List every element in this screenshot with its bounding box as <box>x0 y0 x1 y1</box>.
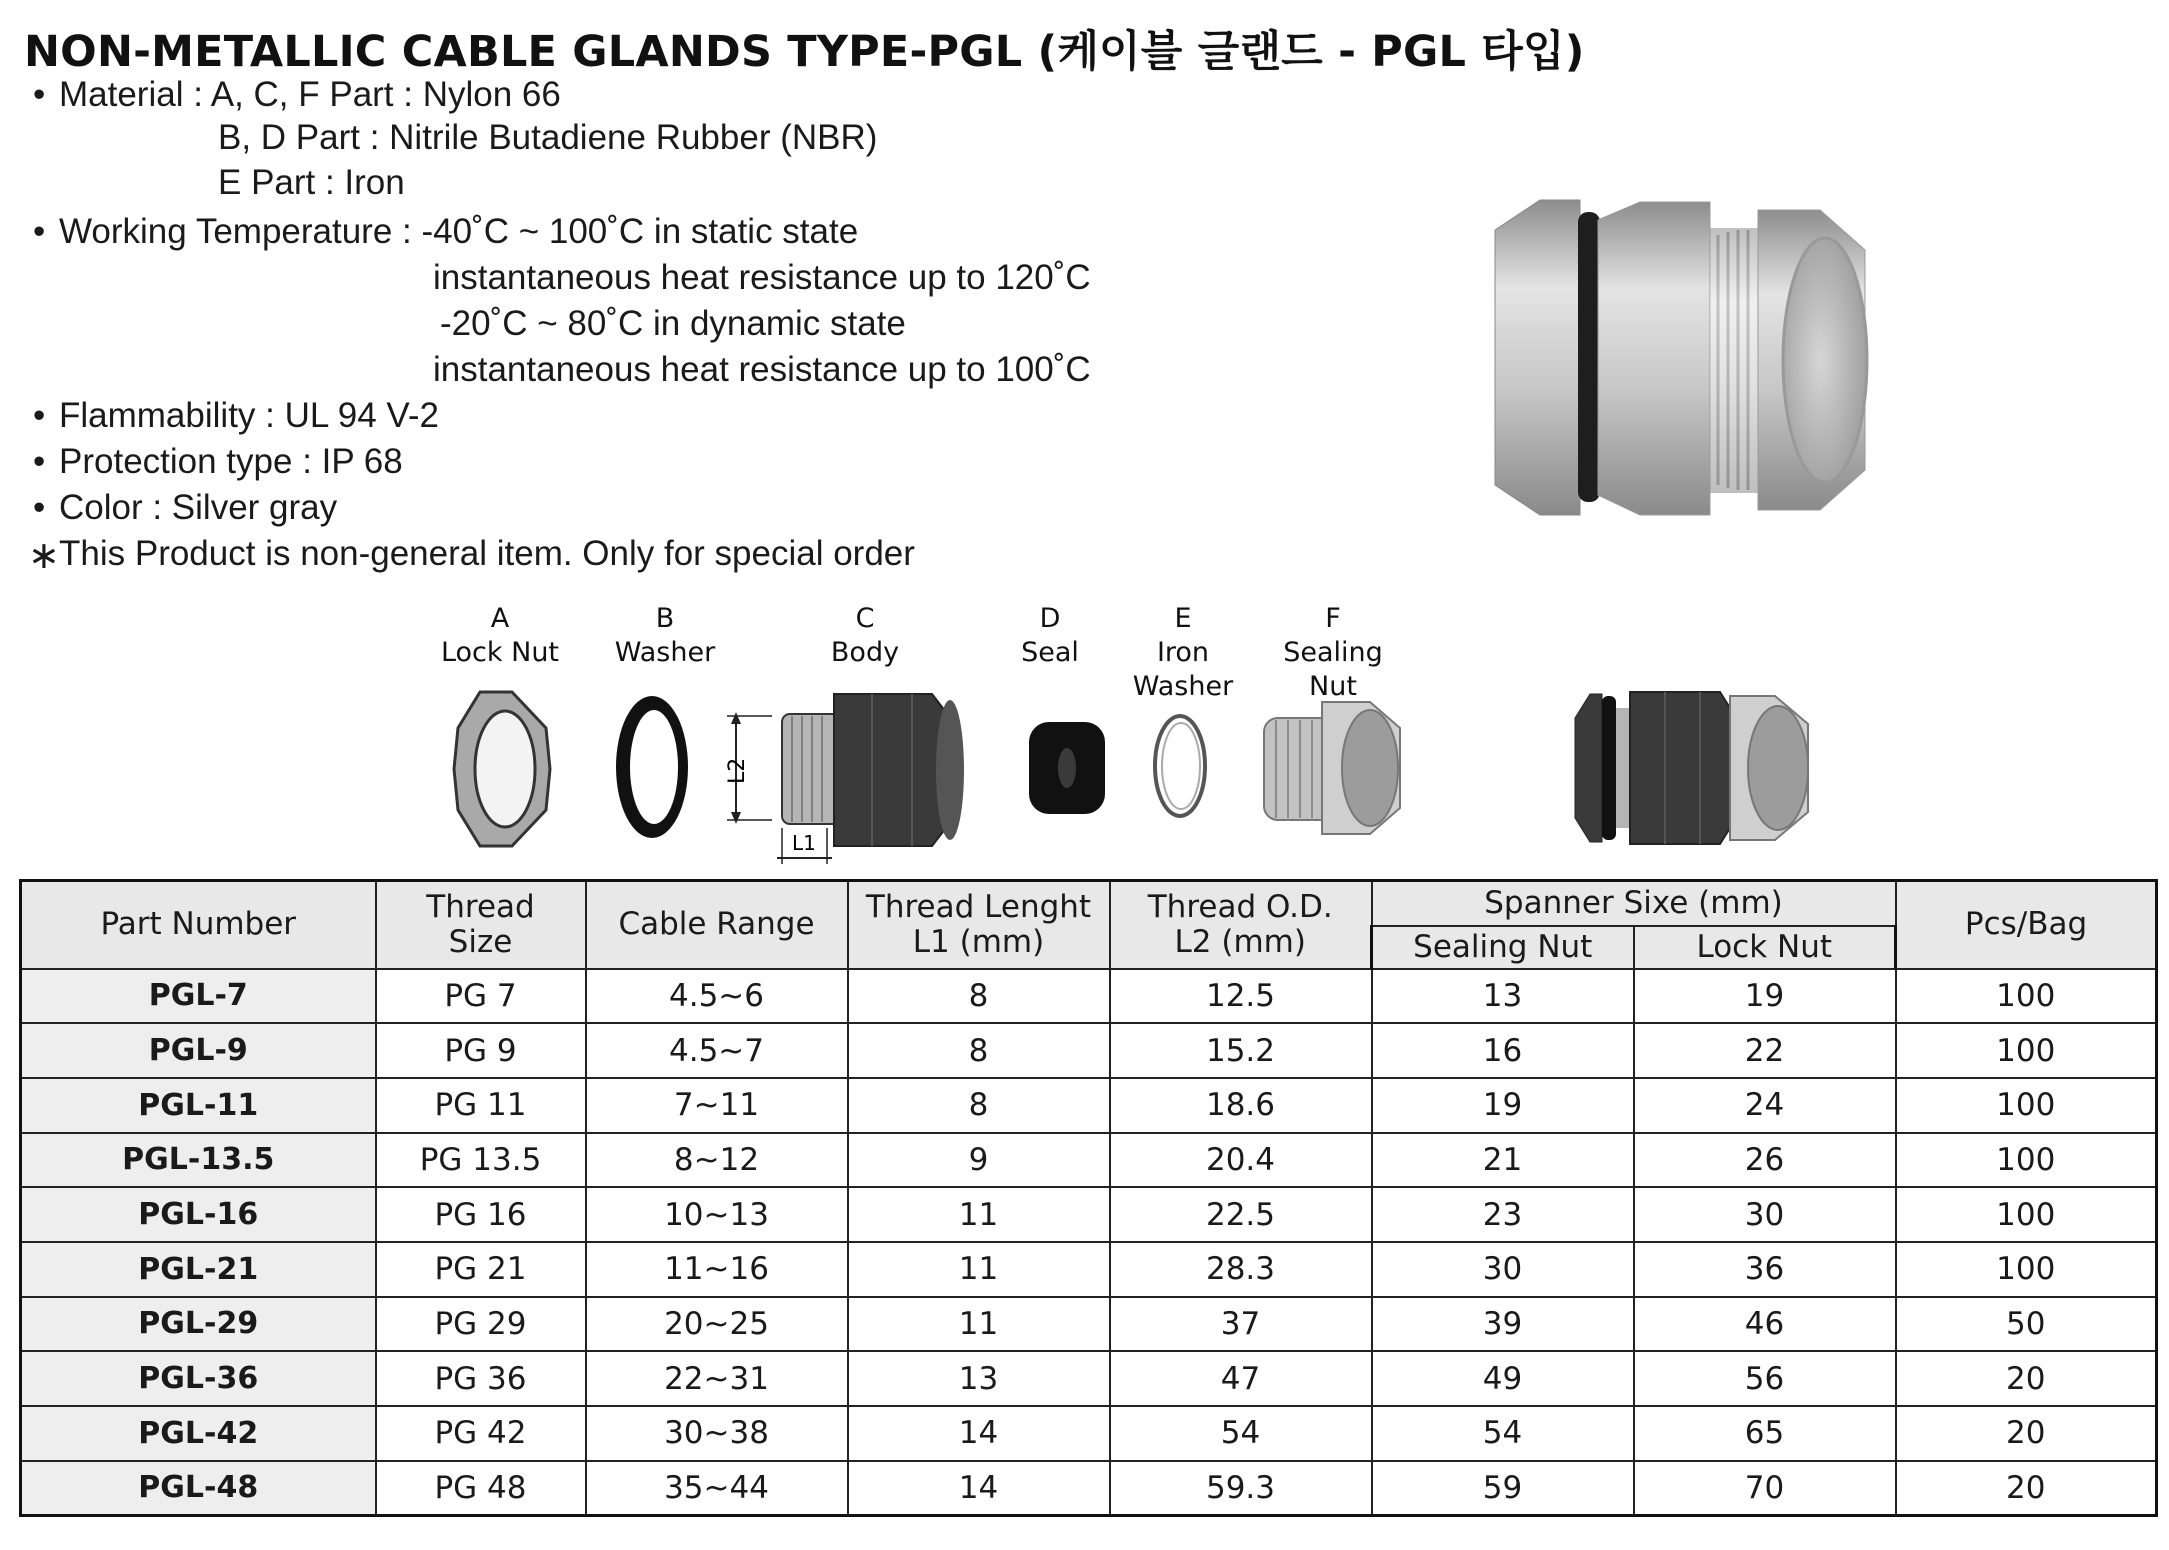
header-thread-size <box>376 881 586 969</box>
cell-part-number: PGL-13.5 <box>21 1133 376 1188</box>
header-thread-length-line1: Thread Lenght <box>865 888 1092 925</box>
bullet-icon: • <box>33 488 46 527</box>
table-row <box>21 1187 2157 1242</box>
header-thread-od <box>1110 881 1372 969</box>
assembled-gland-drawing <box>1570 688 1820 848</box>
table-row <box>21 1297 2157 1352</box>
cell-pcs-bag: 20 <box>1896 1406 2157 1461</box>
cell-thread-length: 9 <box>848 1133 1110 1188</box>
cell-sealing-nut: 30 <box>1372 1242 1634 1297</box>
cell-cable-range: 11~16 <box>586 1242 848 1297</box>
special-order-note: This Product is non-general item. Only for special order <box>59 534 915 573</box>
cell-thread-size: PG 29 <box>376 1297 586 1352</box>
cell-cable-range: 35~44 <box>586 1461 848 1516</box>
cell-thread-length: 11 <box>848 1242 1110 1297</box>
cell-part-number: PGL-7 <box>21 969 376 1024</box>
cell-cable-range: 8~12 <box>586 1133 848 1188</box>
cell-lock-nut: 36 <box>1634 1242 1896 1297</box>
header-thread-length-line2: L1 (mm) <box>912 923 1045 960</box>
cell-lock-nut: 26 <box>1634 1133 1896 1188</box>
page-title: NON-METALLIC CABLE GLANDS TYPE-PGL (케이블 글랜드 - PGL 타입) <box>24 27 1585 77</box>
part-f-label <box>1268 602 1398 704</box>
spec-material-nbr: B, D Part : Nitrile Butadiene Rubber (NBR) <box>218 118 878 157</box>
cell-sealing-nut: 39 <box>1372 1297 1634 1352</box>
cell-thread-size: PG 13.5 <box>376 1133 586 1188</box>
asterisk-icon: ∗ <box>28 535 60 577</box>
header-thread-size-line2: Size <box>448 923 513 960</box>
cell-thread-od: 54 <box>1110 1406 1372 1461</box>
table-row <box>21 1242 2157 1297</box>
cell-thread-length: 8 <box>848 1078 1110 1133</box>
cell-sealing-nut: 19 <box>1372 1078 1634 1133</box>
spec-temp-heat-static: instantaneous heat resistance up to 120˚C <box>433 258 1091 297</box>
cell-cable-range: 22~31 <box>586 1351 848 1406</box>
cell-lock-nut: 22 <box>1634 1023 1896 1078</box>
table-row <box>21 1078 2157 1133</box>
cell-thread-od: 28.3 <box>1110 1242 1372 1297</box>
part-d-name: Seal <box>1021 637 1079 668</box>
cell-pcs-bag: 20 <box>1896 1461 2157 1516</box>
table-row <box>21 1133 2157 1188</box>
cell-thread-od: 12.5 <box>1110 969 1372 1024</box>
cell-part-number: PGL-11 <box>21 1078 376 1133</box>
cell-cable-range: 10~13 <box>586 1187 848 1242</box>
cell-thread-size: PG 21 <box>376 1242 586 1297</box>
table-row <box>21 1461 2157 1516</box>
part-b-name: Washer <box>614 637 716 668</box>
spec-flammability: Flammability : UL 94 V-2 <box>59 396 439 435</box>
header-thread-od-line2: L2 (mm) <box>1174 923 1306 960</box>
cell-sealing-nut: 16 <box>1372 1023 1634 1078</box>
part-c-label <box>790 602 940 670</box>
cell-thread-length: 11 <box>848 1297 1110 1352</box>
cell-thread-length: 14 <box>848 1406 1110 1461</box>
part-a-label <box>425 602 575 670</box>
cell-lock-nut: 70 <box>1634 1461 1896 1516</box>
bullet-icon: • <box>33 212 46 251</box>
table-row <box>21 1023 2157 1078</box>
seal-drawing <box>1025 718 1110 818</box>
cell-pcs-bag: 100 <box>1896 969 2157 1024</box>
spec-color: Color : Silver gray <box>59 488 338 527</box>
lock-nut-drawing <box>450 688 555 850</box>
washer-drawing <box>612 692 692 842</box>
table-body <box>21 969 2157 1516</box>
spec-working-temperature: Working Temperature : -40˚C ~ 100˚C in static state <box>59 212 859 251</box>
cell-pcs-bag: 100 <box>1896 1133 2157 1188</box>
header-thread-length <box>848 881 1110 969</box>
header-part-number: Part Number <box>21 881 376 969</box>
table-row <box>21 1351 2157 1406</box>
cell-thread-od: 22.5 <box>1110 1187 1372 1242</box>
spec-material-iron: E Part : Iron <box>218 163 405 202</box>
spec-temp-dynamic: -20˚C ~ 80˚C in dynamic state <box>440 304 906 343</box>
cell-lock-nut: 56 <box>1634 1351 1896 1406</box>
cell-thread-od: 47 <box>1110 1351 1372 1406</box>
cell-thread-length: 8 <box>848 969 1110 1024</box>
header-spanner-size: Spanner Sixe (mm) <box>1372 881 1896 926</box>
cell-part-number: PGL-36 <box>21 1351 376 1406</box>
cell-part-number: PGL-42 <box>21 1406 376 1461</box>
cell-pcs-bag: 100 <box>1896 1078 2157 1133</box>
cell-part-number: PGL-9 <box>21 1023 376 1078</box>
cell-part-number: PGL-29 <box>21 1297 376 1352</box>
cell-thread-size: PG 42 <box>376 1406 586 1461</box>
spec-protection: Protection type : IP 68 <box>59 442 403 481</box>
spec-temp-heat-dynamic: instantaneous heat resistance up to 100˚C <box>433 350 1091 389</box>
cell-thread-size: PG 16 <box>376 1187 586 1242</box>
cell-sealing-nut: 23 <box>1372 1187 1634 1242</box>
cell-part-number: PGL-16 <box>21 1187 376 1242</box>
cell-sealing-nut: 49 <box>1372 1351 1634 1406</box>
cell-thread-size: PG 48 <box>376 1461 586 1516</box>
cell-pcs-bag: 100 <box>1896 1242 2157 1297</box>
table-row <box>21 969 2157 1024</box>
part-c-letter: C <box>855 603 875 634</box>
header-row <box>21 881 2157 926</box>
specs-table <box>19 879 2158 1517</box>
l1-label: L1 <box>792 831 816 855</box>
cell-thread-length: 14 <box>848 1461 1110 1516</box>
part-e-label <box>1118 602 1248 704</box>
cell-lock-nut: 24 <box>1634 1078 1896 1133</box>
cell-part-number: PGL-48 <box>21 1461 376 1516</box>
cell-sealing-nut: 21 <box>1372 1133 1634 1188</box>
cell-cable-range: 4.5~6 <box>586 969 848 1024</box>
cell-lock-nut: 65 <box>1634 1406 1896 1461</box>
header-cable-range: Cable Range <box>586 881 848 969</box>
part-a-name: Lock Nut <box>440 637 560 668</box>
cell-cable-range: 7~11 <box>586 1078 848 1133</box>
header-lock-nut: Lock Nut <box>1634 926 1896 969</box>
part-b-letter: B <box>655 603 675 634</box>
bullet-icon: • <box>33 396 46 435</box>
cell-thread-od: 59.3 <box>1110 1461 1372 1516</box>
cell-lock-nut: 46 <box>1634 1297 1896 1352</box>
cell-sealing-nut: 59 <box>1372 1461 1634 1516</box>
cell-thread-length: 13 <box>848 1351 1110 1406</box>
cell-thread-od: 20.4 <box>1110 1133 1372 1188</box>
l2-label: L2 <box>725 757 750 784</box>
header-thread-size-line1: Thread <box>426 888 535 925</box>
part-a-letter: A <box>490 603 510 634</box>
body-drawing <box>722 690 972 870</box>
sealing-nut-drawing <box>1260 698 1410 838</box>
cell-pcs-bag: 50 <box>1896 1297 2157 1352</box>
cell-pcs-bag: 100 <box>1896 1187 2157 1242</box>
iron-washer-drawing <box>1150 710 1210 822</box>
part-e-name: Iron Washer <box>1132 637 1234 702</box>
cell-thread-length: 8 <box>848 1023 1110 1078</box>
part-d-letter: D <box>1039 603 1061 634</box>
cell-lock-nut: 19 <box>1634 969 1896 1024</box>
part-f-name: Sealing Nut <box>1283 637 1383 702</box>
part-d-label <box>975 602 1125 670</box>
cell-thread-size: PG 7 <box>376 969 586 1024</box>
cell-thread-length: 11 <box>848 1187 1110 1242</box>
part-e-letter: E <box>1174 603 1192 634</box>
cell-sealing-nut: 54 <box>1372 1406 1634 1461</box>
cell-cable-range: 4.5~7 <box>586 1023 848 1078</box>
cell-pcs-bag: 100 <box>1896 1023 2157 1078</box>
cell-part-number: PGL-21 <box>21 1242 376 1297</box>
cell-cable-range: 20~25 <box>586 1297 848 1352</box>
bullet-icon: • <box>33 442 46 481</box>
cell-thread-size: PG 36 <box>376 1351 586 1406</box>
part-c-name: Body <box>830 637 900 668</box>
spec-material: Material : A, C, F Part : Nylon 66 <box>59 75 561 114</box>
table-row <box>21 1406 2157 1461</box>
header-thread-od-line1: Thread O.D. <box>1147 888 1333 925</box>
cell-thread-od: 37 <box>1110 1297 1372 1352</box>
header-sealing-nut: Sealing Nut <box>1372 926 1634 969</box>
cell-lock-nut: 30 <box>1634 1187 1896 1242</box>
cell-thread-size: PG 9 <box>376 1023 586 1078</box>
header-pcs-bag: Pcs/Bag <box>1896 881 2157 969</box>
cell-cable-range: 30~38 <box>586 1406 848 1461</box>
cell-thread-od: 15.2 <box>1110 1023 1372 1078</box>
cell-pcs-bag: 20 <box>1896 1351 2157 1406</box>
part-f-letter: F <box>1325 603 1341 634</box>
cell-thread-od: 18.6 <box>1110 1078 1372 1133</box>
bullet-icon: • <box>33 75 46 114</box>
cell-sealing-nut: 13 <box>1372 969 1634 1024</box>
part-b-label <box>590 602 740 670</box>
cell-thread-size: PG 11 <box>376 1078 586 1133</box>
product-photo <box>1470 190 1890 530</box>
